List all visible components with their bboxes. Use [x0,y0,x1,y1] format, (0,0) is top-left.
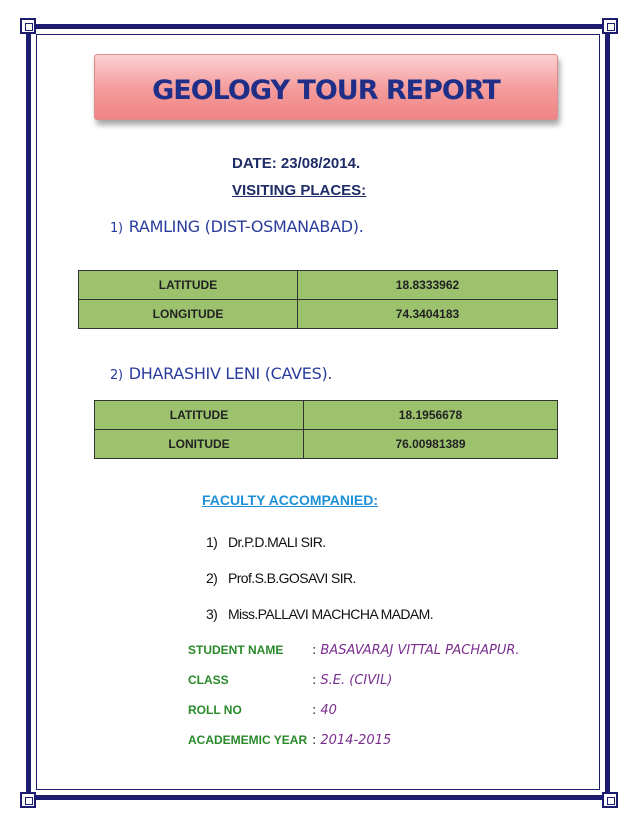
info-label: CLASS [188,673,229,687]
table-cell-value: 18.1956678 [304,401,558,430]
visiting-places-heading: VISITING PLACES: [232,182,367,199]
place-heading-1 [110,217,364,236]
info-label: STUDENT NAME [188,643,284,657]
faculty-heading: FACULTY ACCOMPANIED: [202,492,379,508]
title-banner [94,54,558,120]
list-number: 2) [206,570,218,586]
info-label: ACADEMEMIC YEAR [188,733,308,747]
list-item [206,604,433,640]
faculty-name: Dr.P.D.MALI SIR. [228,534,326,550]
table-cell-value: 76.00981389 [304,430,558,459]
academic-year-value: 2014-2015 [320,733,392,748]
table-cell-value: 74.3404183 [298,300,558,329]
list-item [206,568,433,604]
place-heading-2 [110,364,332,383]
list-item [206,532,433,568]
faculty-list [206,532,433,640]
place-number: 2) [110,368,123,383]
table-row [95,401,558,430]
list-number: 1) [206,534,218,550]
corner-ornament-top-left [20,18,36,34]
table-row [79,300,558,329]
info-value [312,733,391,748]
place-number: 1) [110,221,123,236]
roll-no-value: 40 [320,703,337,718]
student-info-row [188,673,520,703]
report-date: DATE: 23/08/2014. [232,155,361,172]
table-row [79,271,558,300]
class-value: S.E. (CIVIL) [320,673,393,688]
table-cell-label: LONGITUDE [79,300,298,329]
table-cell-label: LATITUDE [95,401,304,430]
info-value [312,643,520,658]
list-number: 3) [206,606,218,622]
info-value [312,703,337,718]
colon: : [312,703,317,718]
colon: : [312,673,317,688]
corner-ornament-bottom-left [20,792,36,808]
table-row [95,430,558,459]
table-cell-label: LONITUDE [95,430,304,459]
coordinates-table-2 [94,400,558,459]
corner-ornament-bottom-right [602,792,618,808]
corner-ornament-top-right [602,18,618,34]
student-info-row [188,643,520,673]
page-title: GEOLOGY TOUR REPORT [152,74,500,106]
student-info [188,643,520,763]
table-cell-label: LATITUDE [79,271,298,300]
faculty-name: Miss.PALLAVI MACHCHA MADAM. [228,606,433,622]
faculty-name: Prof.S.B.GOSAVI SIR. [228,570,356,586]
student-info-row [188,733,520,763]
colon: : [312,643,317,658]
student-info-row [188,703,520,733]
coordinates-table-1 [78,270,558,329]
table-cell-value: 18.8333962 [298,271,558,300]
info-value [312,673,392,688]
place-name: DHARASHIV LENI (CAVES). [128,364,333,383]
colon: : [312,733,317,748]
student-name-value: BASAVARAJ VITTAL PACHAPUR. [320,643,520,658]
info-label: ROLL NO [188,703,242,717]
place-name: RAMLING (DIST-OSMANABAD). [128,217,364,236]
